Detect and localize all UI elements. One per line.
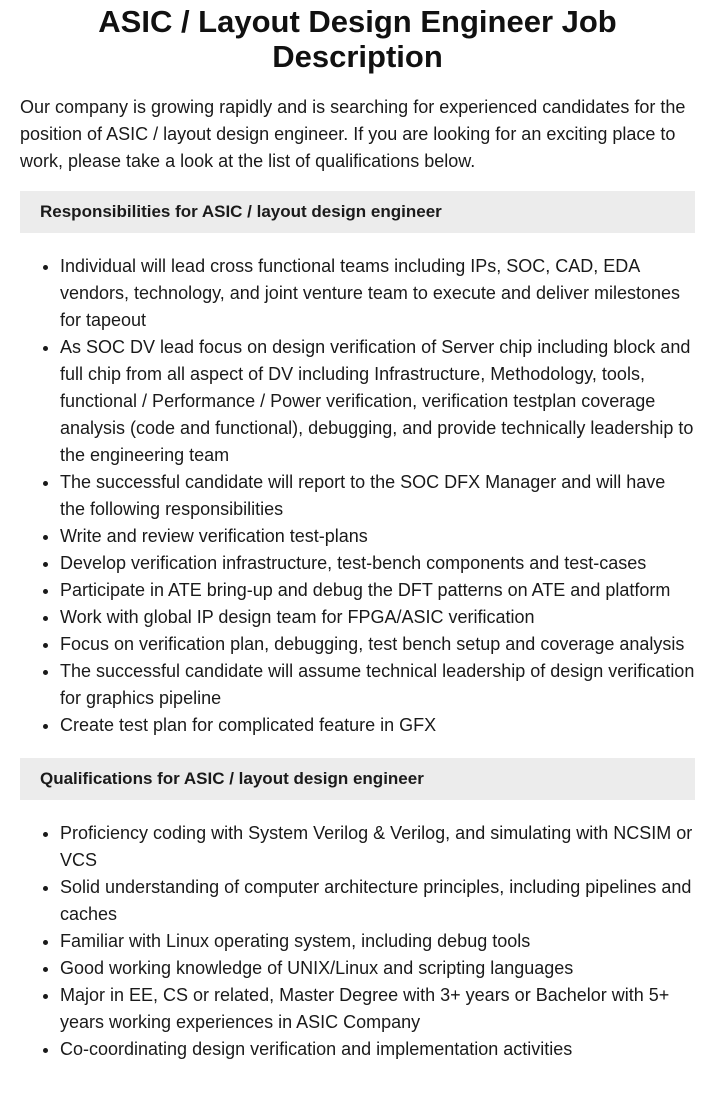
list-item: • The successful candidate will assume technical leadership of design verification for graphics pipeline <box>60 658 695 712</box>
list-item: • Focus on verification plan, debugging, test bench setup and coverage analysis <box>60 631 695 658</box>
list-item: • Work with global IP design team for FPGA/ASIC verification <box>60 604 695 631</box>
list-item: • Proficiency coding with System Verilog & Verilog, and simulating with NCSIM or VCS <box>60 820 695 874</box>
qualifications-list <box>20 820 695 1063</box>
list-item: • Familiar with Linux operating system, including debug tools <box>60 928 695 955</box>
responsibilities-list <box>20 253 695 739</box>
page-title: ASIC / Layout Design Engineer Job Description <box>98 4 617 74</box>
list-item: • Solid understanding of computer architecture principles, including pipelines and caches <box>60 874 695 928</box>
list-item: • Co-coordinating design verification and implementation activities <box>60 1036 695 1063</box>
list-item: • Create test plan for complicated feature in GFX <box>60 712 695 739</box>
list-item: • The successful candidate will report to the SOC DFX Manager and will have the following responsibilities <box>60 469 695 523</box>
list-item: • Good working knowledge of UNIX/Linux and scripting languages <box>60 955 695 982</box>
list-item: • Individual will lead cross functional teams including IPs, SOC, CAD, EDA vendors, technology, and joint venture team to execute and deliver milestones for tapeout <box>60 253 695 334</box>
qualifications-heading: Qualifications for ASIC / layout design engineer <box>20 758 695 800</box>
list-item: • As SOC DV lead focus on design verification of Server chip including block and full chip from all aspect of DV including Infrastructure, Methodology, tools, functional / Performance / Power verification, verification testplan coverage analysis (code and functional), debugging, and provide technically leadership to the engineering team <box>60 334 695 469</box>
list-item: • Participate in ATE bring-up and debug the DFT patterns on ATE and platform <box>60 577 695 604</box>
list-item: • Major in EE, CS or related, Master Degree with 3+ years or Bachelor with 5+ years working experiences in ASIC Company <box>60 982 695 1036</box>
responsibilities-section <box>20 191 695 739</box>
qualifications-section <box>20 758 695 1063</box>
responsibilities-heading: Responsibilities for ASIC / layout design engineer <box>20 191 695 233</box>
list-item: • Write and review verification test-plans <box>60 523 695 550</box>
intro-paragraph: Our company is growing rapidly and is searching for experienced candidates for the position of ASIC / layout design engineer. If you are looking for an exciting place to work, please take a look at the list of qualifications below. <box>20 97 686 171</box>
list-item: • Develop verification infrastructure, test-bench components and test-cases <box>60 550 695 577</box>
